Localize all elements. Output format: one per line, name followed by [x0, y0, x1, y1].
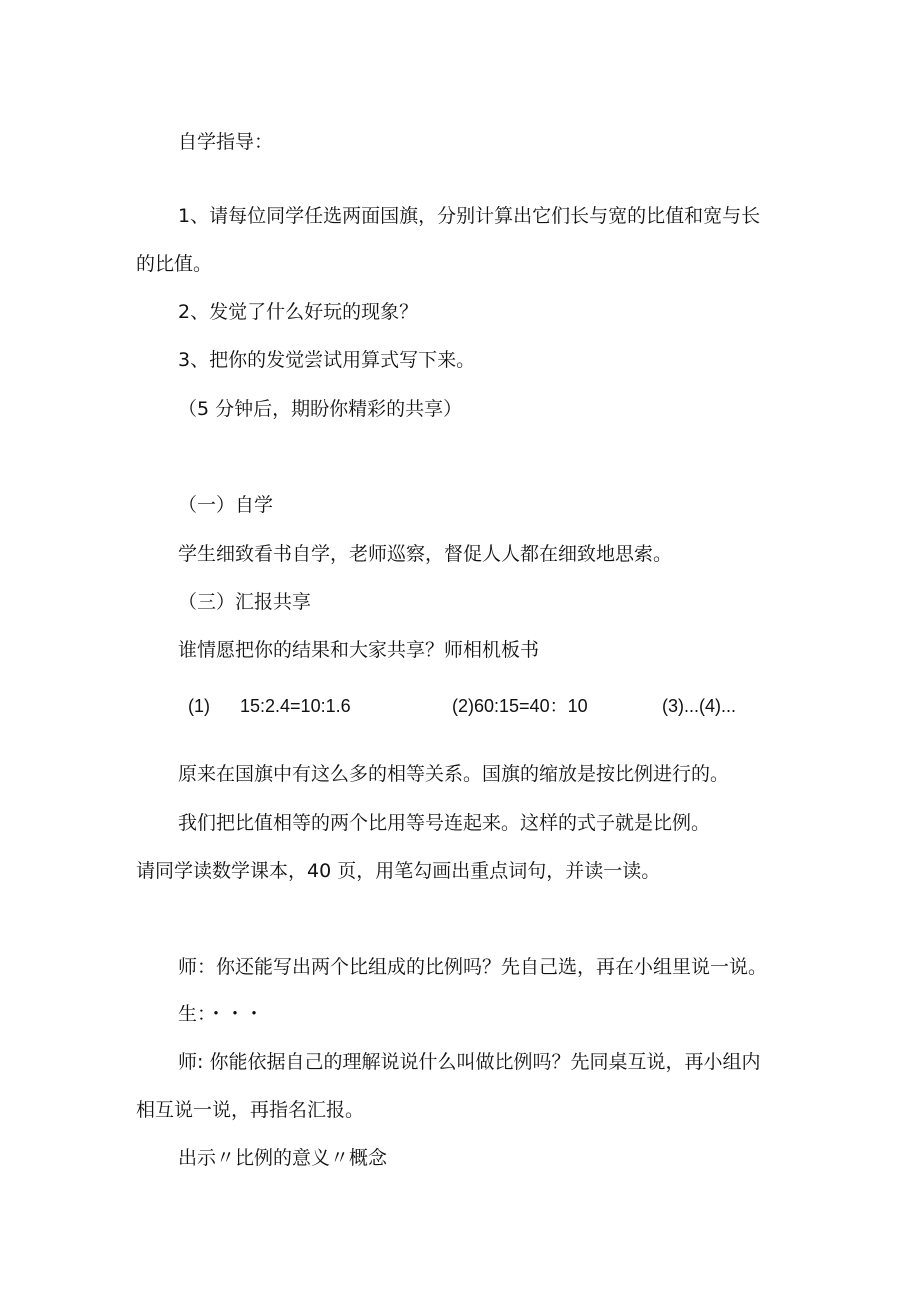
- instruction-2: 2、发觉了什么好玩的现象？: [178, 301, 419, 323]
- concept-line: 出示〃比例的意义〃概念: [178, 1147, 388, 1169]
- equation-1: 15:2.4=10:1.6: [240, 696, 351, 716]
- teacher-question-2: 师: 你能依据自己的理解说说什么叫做比例吗？先同桌互说，再小组内: [178, 1051, 761, 1073]
- heading: 自学指导：: [178, 131, 274, 153]
- equation-2: (2)60:15=40：10: [452, 696, 588, 716]
- time-note: （5 分钟后，期盼你精彩的共享）: [178, 398, 463, 420]
- self-study-text: 学生细致看书自学，老师巡察，督促人人都在细致地思索。: [178, 543, 673, 565]
- instruction-3: 3、把你的发觉尝试用算式写下来。: [178, 349, 476, 371]
- section-report: （三）汇报共享: [178, 591, 312, 613]
- reading-task: 请同学读数学课本，40 页，用笔勾画出重点词句，并读一读。: [136, 860, 661, 882]
- student-reply: 生：・・・: [178, 1003, 264, 1025]
- section-self-study: （一）自学: [178, 494, 274, 516]
- teacher-question-1: 师：你还能写出两个比组成的比例吗？先自己选，再在小组里说一说。: [178, 956, 768, 978]
- teacher-question-2-continued: 相互说一说，再指名汇报。: [136, 1099, 365, 1121]
- equation-label-1: (1): [188, 696, 210, 716]
- observation-2: 我们把比值相等的两个比用等号连起来。这样的式子就是比例。: [178, 812, 711, 834]
- report-text: 谁情愿把你的结果和大家共享？师相机板书: [178, 639, 540, 661]
- instruction-1: 1、请每位同学任选两面国旗，分别计算出它们长与宽的比值和宽与长: [178, 205, 761, 227]
- instruction-1-continued: 的比值。: [136, 253, 213, 275]
- equation-3: (3)...(4)...: [662, 696, 737, 716]
- observation-1: 原来在国旗中有这么多的相等关系。国旗的缩放是按比例进行的。: [178, 763, 730, 785]
